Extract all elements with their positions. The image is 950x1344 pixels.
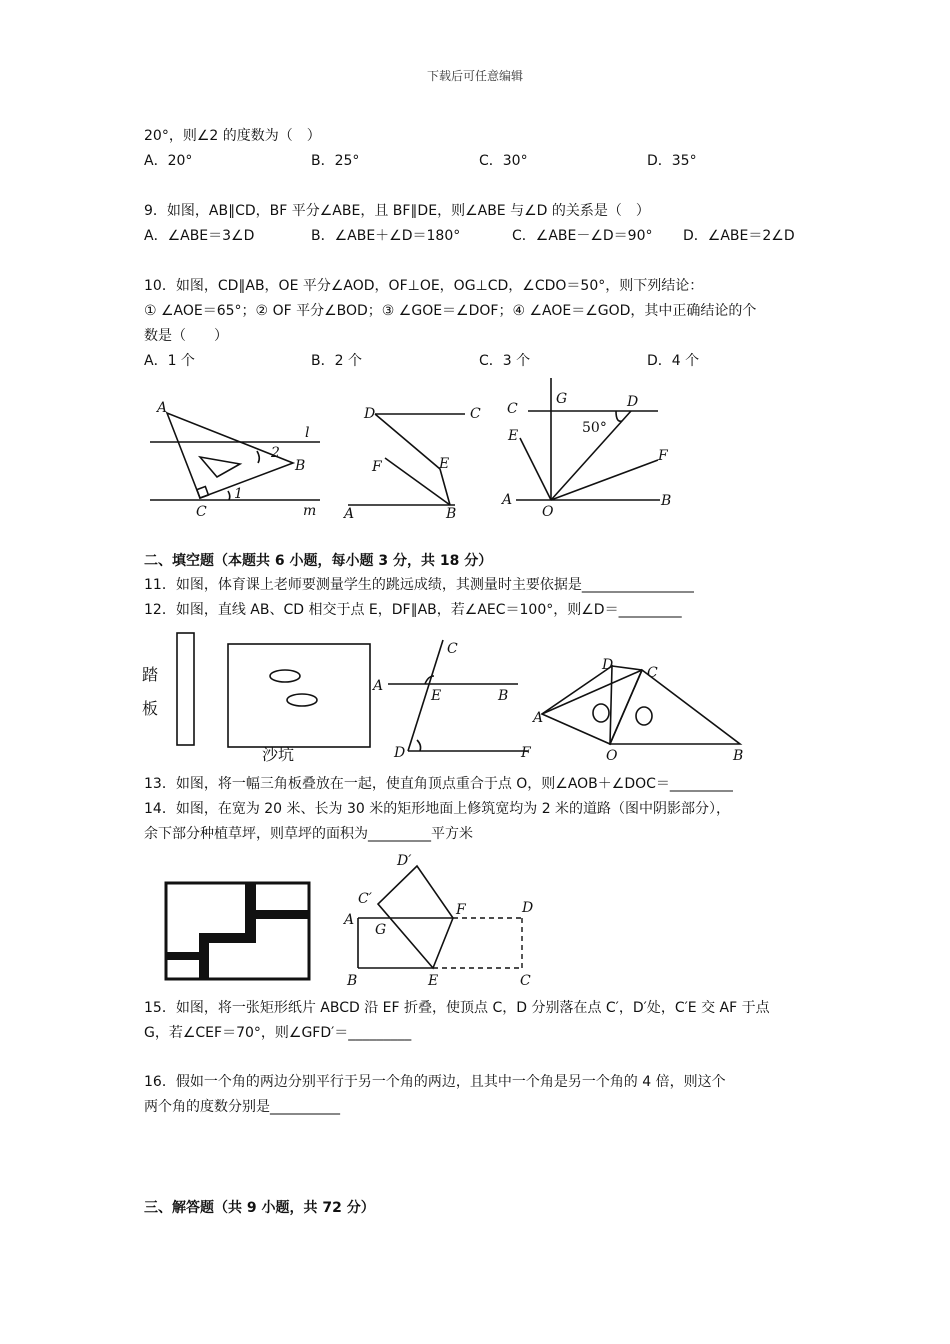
q16-line2: 两个角的度数分别是__________ <box>144 1099 340 1115</box>
fig10-label-e: E <box>508 428 519 444</box>
q10-option-c: C．3 个 <box>479 353 531 369</box>
board-label-2: 板 <box>142 699 159 718</box>
fig8-label-c: C <box>196 504 207 520</box>
fig10-label-b: B <box>661 493 672 509</box>
fig15-label-b: B <box>347 973 358 989</box>
figure-q11-long-jump <box>140 630 375 766</box>
fig9-label-b: B <box>446 506 457 522</box>
figure-q13-triangle-rulers <box>530 652 750 764</box>
figure-q12-intersecting-lines <box>370 636 535 764</box>
q10-line2: ① ∠AOE＝65°；② OF 平分∠BOD；③ ∠GOE＝∠DOF；④ ∠AOE＝∠GOD，其中正确结论的个 <box>144 303 757 319</box>
fig9-label-d: D <box>364 406 376 422</box>
fig8-label-m: m <box>303 503 317 519</box>
fig15-label-c-prime: C′ <box>358 891 372 907</box>
q8-option-b: B．25° <box>311 153 360 169</box>
q14-line1: 14．如图，在宽为 20 米、长为 30 米的矩形地面上修筑宽均为 2 米的道路（图中阴影部分）， <box>144 801 731 817</box>
q9-option-d: D．∠ABE＝2∠D <box>683 228 795 244</box>
figure-q8-triangle-ruler <box>145 395 335 525</box>
pit-label: 沙坑 <box>262 745 295 764</box>
fig12-label-e: E <box>431 688 442 704</box>
fig15-label-d-prime: D′ <box>397 853 412 869</box>
fig12-label-b: B <box>498 688 509 704</box>
q15-line2: G，若∠CEF＝70°，则∠GFD′＝_________ <box>144 1025 412 1041</box>
board-label-1: 踏 <box>142 665 159 684</box>
fig13-label-b: B <box>733 748 744 764</box>
q9-option-b: B．∠ABE＋∠D＝180° <box>311 228 461 244</box>
figure-q9-parallel-lines <box>340 400 490 522</box>
fig13-label-c: C <box>647 665 658 681</box>
fig9-label-e: E <box>439 456 450 472</box>
q10-line3: 数是（ ） <box>144 328 228 344</box>
section-3-heading: 三、解答题（共 9 小题，共 72 分） <box>144 1200 375 1216</box>
q9-option-c: C．∠ABE－∠D＝90° <box>512 228 653 244</box>
fig12-label-c: C <box>447 641 458 657</box>
fig10-label-g: G <box>556 391 568 407</box>
q16-line1: 16．假如一个角的两边分别平行于另一个角的两边，且其中一个角是另一个角的 4 倍，则这个 <box>144 1074 726 1090</box>
fig15-label-c: C <box>520 973 531 989</box>
fig9-label-c: C <box>470 406 481 422</box>
q11-text: 11．如图，体育课上老师要测量学生的跳远成绩，其测量时主要依据是________________ <box>144 577 694 593</box>
fig15-label-a: A <box>344 912 355 928</box>
fig12-label-d: D <box>394 745 406 761</box>
fig10-label-f: F <box>658 448 668 464</box>
q8-option-c: C．30° <box>479 153 528 169</box>
q10-option-d: D．4 个 <box>647 353 700 369</box>
figure-q15-folded-rectangle <box>342 850 542 990</box>
q8-option-d: D．35° <box>647 153 697 169</box>
fig9-label-f: F <box>372 459 382 475</box>
fig12-label-a: A <box>373 678 384 694</box>
fig15-label-e: E <box>428 973 439 989</box>
q10-option-a: A．1 个 <box>144 353 195 369</box>
q9-option-a: A．∠ABE＝3∠D <box>144 228 255 244</box>
q10-option-b: B．2 个 <box>311 353 362 369</box>
fig15-label-d: D <box>522 900 534 916</box>
fig12-label-f: F <box>521 745 531 761</box>
q13-text: 13．如图，将一幅三角板叠放在一起，使直角顶点重合于点 O，则∠AOB＋∠DOC＝_________ <box>144 776 733 792</box>
fig8-label-l: l <box>305 425 310 441</box>
fig10-label-c: C <box>507 401 518 417</box>
fig10-label-d: D <box>627 394 639 410</box>
q15-line1: 15．如图，将一张矩形纸片 ABCD 沿 EF 折叠，使顶点 C，D 分别落在点 C′，D′处，C′E 交 AF 于点 <box>144 1000 770 1016</box>
fig10-label-50deg: 50° <box>582 420 607 436</box>
q8-option-a: A．20° <box>144 153 193 169</box>
fig13-label-o: O <box>606 748 618 764</box>
page-header: 下载后可任意编辑 <box>426 69 523 83</box>
fig8-label-2: 2 <box>271 445 280 461</box>
q12-text: 12．如图，直线 AB、CD 相交于点 E，DF∥AB，若∠AEC＝100°，则∠D＝_________ <box>144 602 682 618</box>
fig10-label-o: O <box>542 504 554 520</box>
fig13-label-d: D <box>602 657 614 673</box>
fig13-label-a: A <box>533 710 544 726</box>
fig15-label-f: F <box>456 902 466 918</box>
q14-line2: 余下部分种植草坪，则草坪的面积为_________平方米 <box>144 826 473 842</box>
fig8-label-b: B <box>295 458 306 474</box>
fig15-label-g: G <box>375 922 387 938</box>
fig10-label-a: A <box>502 492 513 508</box>
q10-stem: 10．如图，CD∥AB，OE 平分∠AOD，OF⊥OE，OG⊥CD，∠CDO＝50°，则下列结论： <box>144 278 704 294</box>
fig9-label-a: A <box>344 506 355 522</box>
q8-stem-tail: 20°，则∠2 的度数为（ ） <box>144 128 321 144</box>
figure-q10-angles <box>498 376 688 522</box>
section-2-heading: 二、填空题（本题共 6 小题，每小题 3 分，共 18 分） <box>144 553 493 569</box>
figure-q14-lawn-roads <box>163 880 313 984</box>
q9-stem: 9．如图，AB∥CD，BF 平分∠ABE，且 BF∥DE，则∠ABE 与∠D 的关系是（ ） <box>144 203 650 219</box>
fig8-label-1: 1 <box>234 486 243 502</box>
fig8-label-a: A <box>157 400 168 416</box>
